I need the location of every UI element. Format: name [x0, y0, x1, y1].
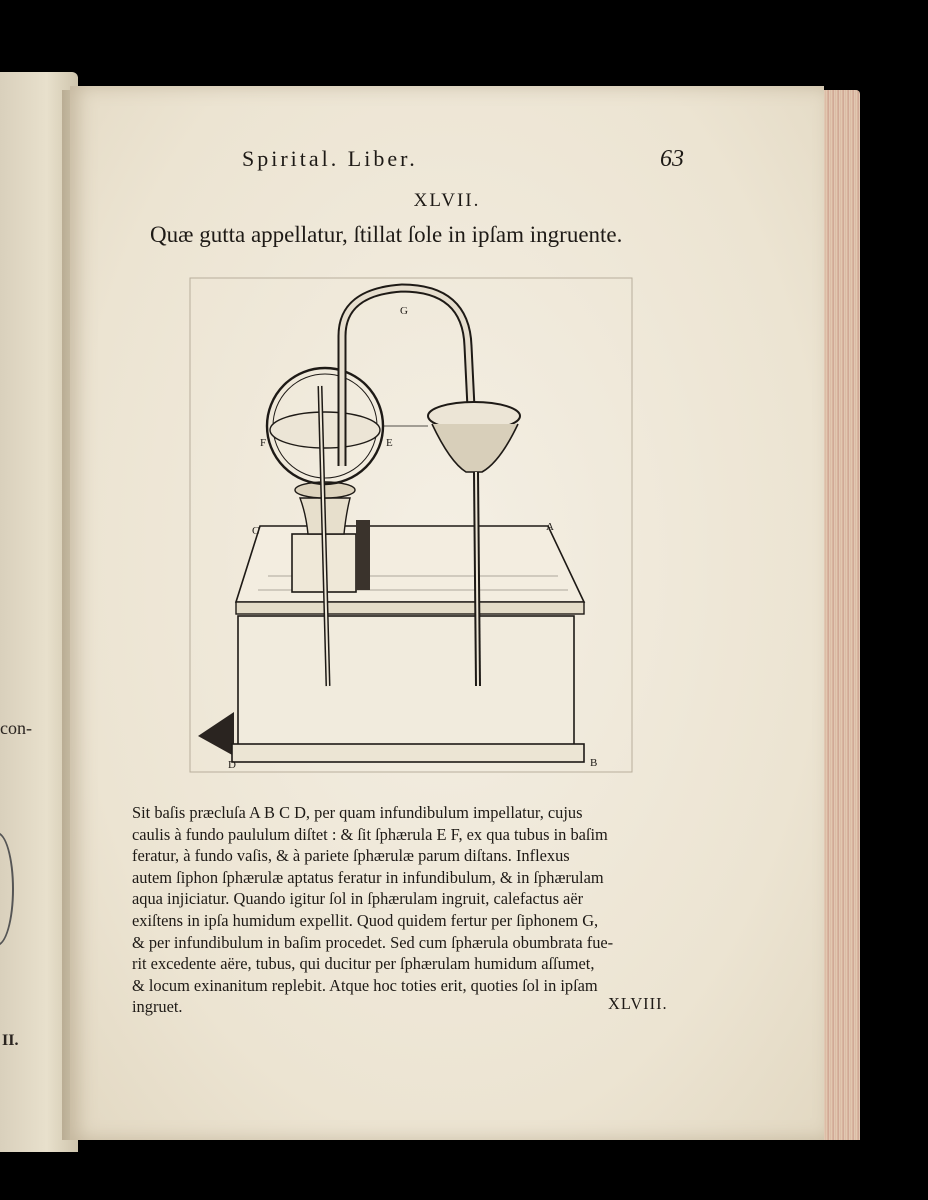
body-line: rit excedente aëre, tubus, qui ducitur per ſphærulam humidum aſſumet,	[132, 954, 595, 974]
table-edge	[236, 602, 584, 614]
pedestal-side-shade	[356, 520, 370, 590]
body-line: autem ſiphon ſphærulæ aptatus feratur in infundibulum, & in ſphærulam	[132, 867, 604, 887]
engraving-illustration	[188, 276, 634, 776]
body-line: feratur, à fundo vaſis, & à pariete ſphærulæ parum diſtans. Inflexus	[132, 846, 570, 866]
right-page	[70, 86, 824, 1140]
sphere-waterline	[270, 412, 380, 448]
label-d: D	[228, 759, 236, 771]
running-head-title: Spirital. Liber.	[242, 146, 418, 171]
table-top	[236, 526, 584, 602]
base-box	[238, 616, 574, 746]
funnel-bowl	[432, 424, 518, 472]
body-line: Sit baſis præcluſa A B C D, per quam infundibulum impellatur, cujus	[132, 803, 583, 822]
base-shadow	[198, 712, 234, 756]
engraving-figure	[188, 276, 634, 776]
running-head	[242, 146, 742, 172]
label-f: F	[260, 437, 267, 449]
section-title: Quæ gutta appellatur, ſtillat ſole in ipſam ingruente.	[150, 222, 623, 247]
left-page-figure-arc	[0, 832, 14, 946]
body-text	[132, 802, 684, 1018]
label-e: E	[386, 437, 393, 449]
label-a: A	[546, 521, 554, 533]
body-line: & locum exinanitum replebit. Atque hoc toties erit, quoties ſol in ipſam	[132, 975, 598, 995]
label-c: C	[252, 525, 260, 537]
body-line: ingruet.	[132, 997, 183, 1017]
body-line: & per infundibulum in baſim procedet. Sed cum ſphærula obumbrata fue-	[132, 932, 614, 952]
body-line: caulis à fundo paululum diſtet : & ſit ſphærula E F, ex qua tubus in baſim	[132, 824, 608, 844]
label-g: G	[400, 305, 408, 317]
base-plinth	[232, 744, 584, 762]
left-page-section-fragment: II.	[2, 1032, 19, 1049]
body-line: exiſtens in ipſa humidum expellit. Quod quidem fertur per ſiphonem G,	[132, 910, 599, 930]
label-b: B	[590, 757, 598, 769]
page-edges	[820, 90, 860, 1140]
page-number: 63	[660, 146, 684, 172]
catchword: XLVIII.	[608, 994, 668, 1013]
left-page-text-fragment: con-	[0, 718, 32, 738]
section-number: XLVII.	[413, 190, 481, 211]
body-line: aqua injiciatur. Quando igitur ſol in ſphærulam ingruit, calefactus aër	[132, 889, 584, 909]
